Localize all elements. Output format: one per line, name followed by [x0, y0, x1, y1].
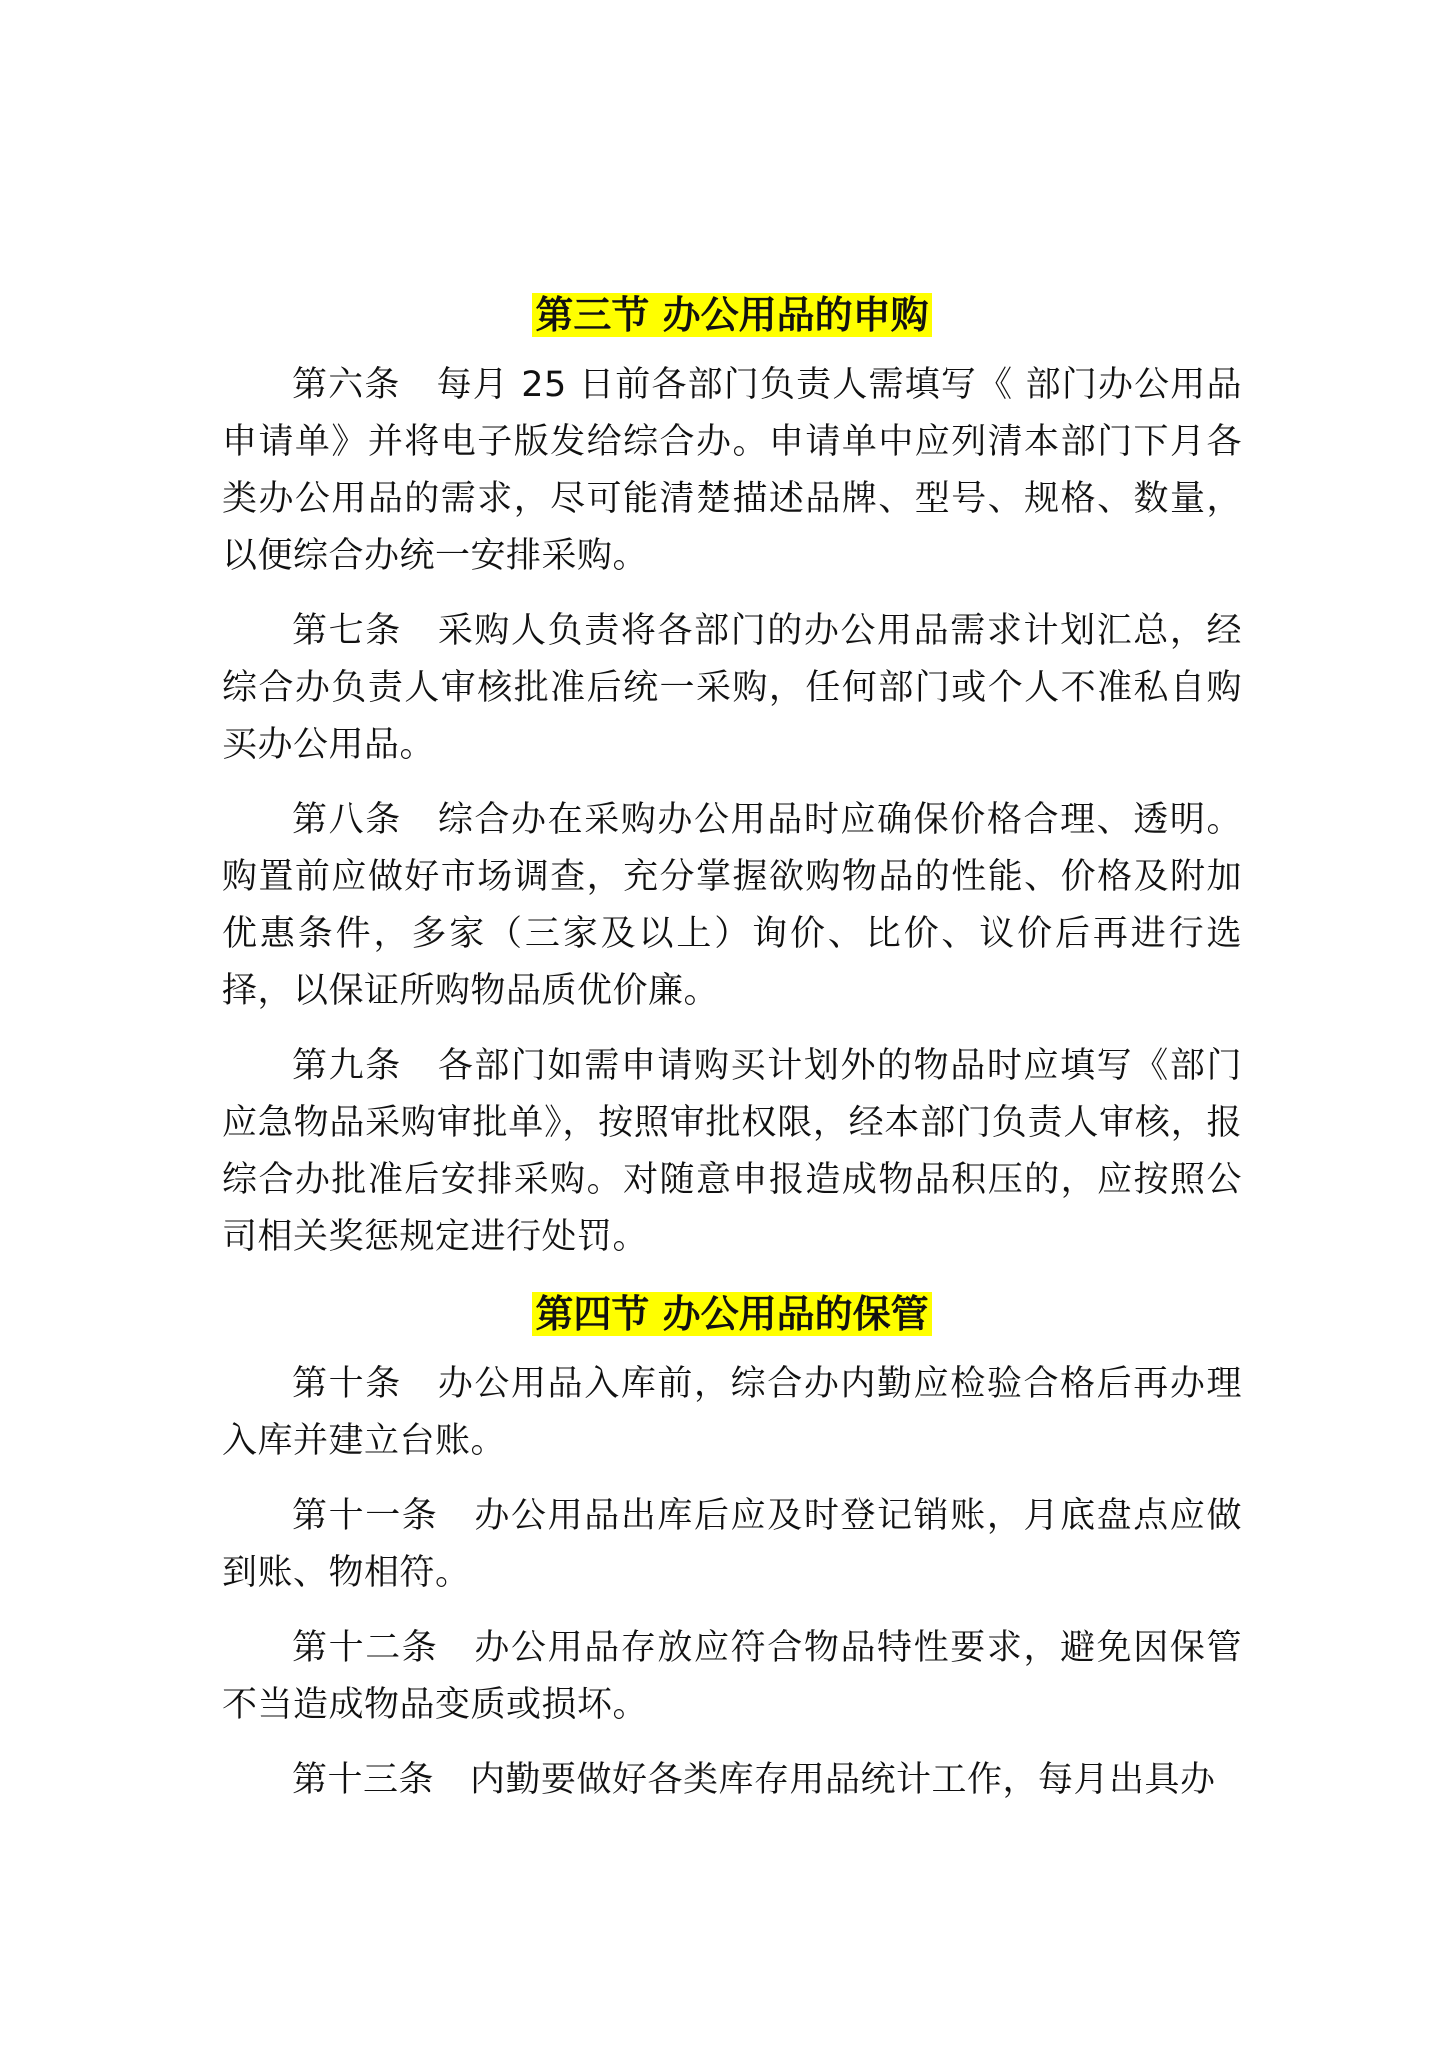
article-8 — [222, 792, 1242, 1020]
article-number: 第十三条 — [292, 1760, 435, 1800]
article-number: 第八条 — [292, 800, 402, 840]
section-title-4 — [222, 1284, 1242, 1344]
article-text: 内勤要做好各类库存用品统计工作，每月出具办 — [470, 1760, 1216, 1800]
article-10 — [222, 1356, 1242, 1470]
article-number: 第七条 — [292, 611, 402, 651]
article-12 — [222, 1620, 1242, 1734]
article-13 — [222, 1752, 1242, 1809]
article-text: 综合办在采购办公用品时应确保价格合理、透明。购置前应做好市场调查，充分掌握欲购物品的性能、价格及附加优惠条件，多家（三家及以上）询价、比价、议价后再进行选择，以保证所购物品质优价廉。 — [222, 800, 1242, 1011]
article-text: 每月 25 日前各部门负责人需填写《 部门办公用品申请单》并将电子版发给综合办。申请单中应列清本部门下月各类办公用品的需求，尽可能清楚描述品牌、型号、规格、数量，以便综合办统一安排采购。 — [222, 365, 1242, 576]
article-text: 办公用品出库后应及时登记销账，月底盘点应做到账、物相符。 — [222, 1496, 1242, 1593]
article-9 — [222, 1038, 1242, 1266]
document-body — [222, 285, 1242, 1809]
article-text: 办公用品存放应符合物品特性要求，避免因保管不当造成物品变质或损坏。 — [222, 1628, 1242, 1725]
article-number: 第十条 — [292, 1364, 402, 1404]
highlighted-heading: 第三节 办公用品的申购 — [532, 293, 931, 337]
article-text: 各部门如需申请购买计划外的物品时应填写《部门应急物品采购审批单》，按照审批权限，经本部门负责人审核，报综合办批准后安排采购。对随意申报造成物品积压的，应按照公司相关奖惩规定进行处罚。 — [222, 1046, 1242, 1257]
highlighted-heading: 第四节 办公用品的保管 — [532, 1292, 931, 1336]
section-title-3 — [222, 285, 1242, 345]
article-text: 办公用品入库前，综合办内勤应检验合格后再办理入库并建立台账。 — [222, 1364, 1242, 1461]
article-number: 第六条 — [292, 365, 401, 405]
article-number: 第十二条 — [292, 1628, 439, 1668]
article-number: 第九条 — [292, 1046, 402, 1086]
article-number: 第十一条 — [292, 1496, 439, 1536]
article-11 — [222, 1488, 1242, 1602]
article-7 — [222, 603, 1242, 774]
article-text: 采购人负责将各部门的办公用品需求计划汇总，经综合办负责人审核批准后统一采购，任何部门或个人不准私自购买办公用品。 — [222, 611, 1242, 765]
article-6 — [222, 357, 1242, 585]
